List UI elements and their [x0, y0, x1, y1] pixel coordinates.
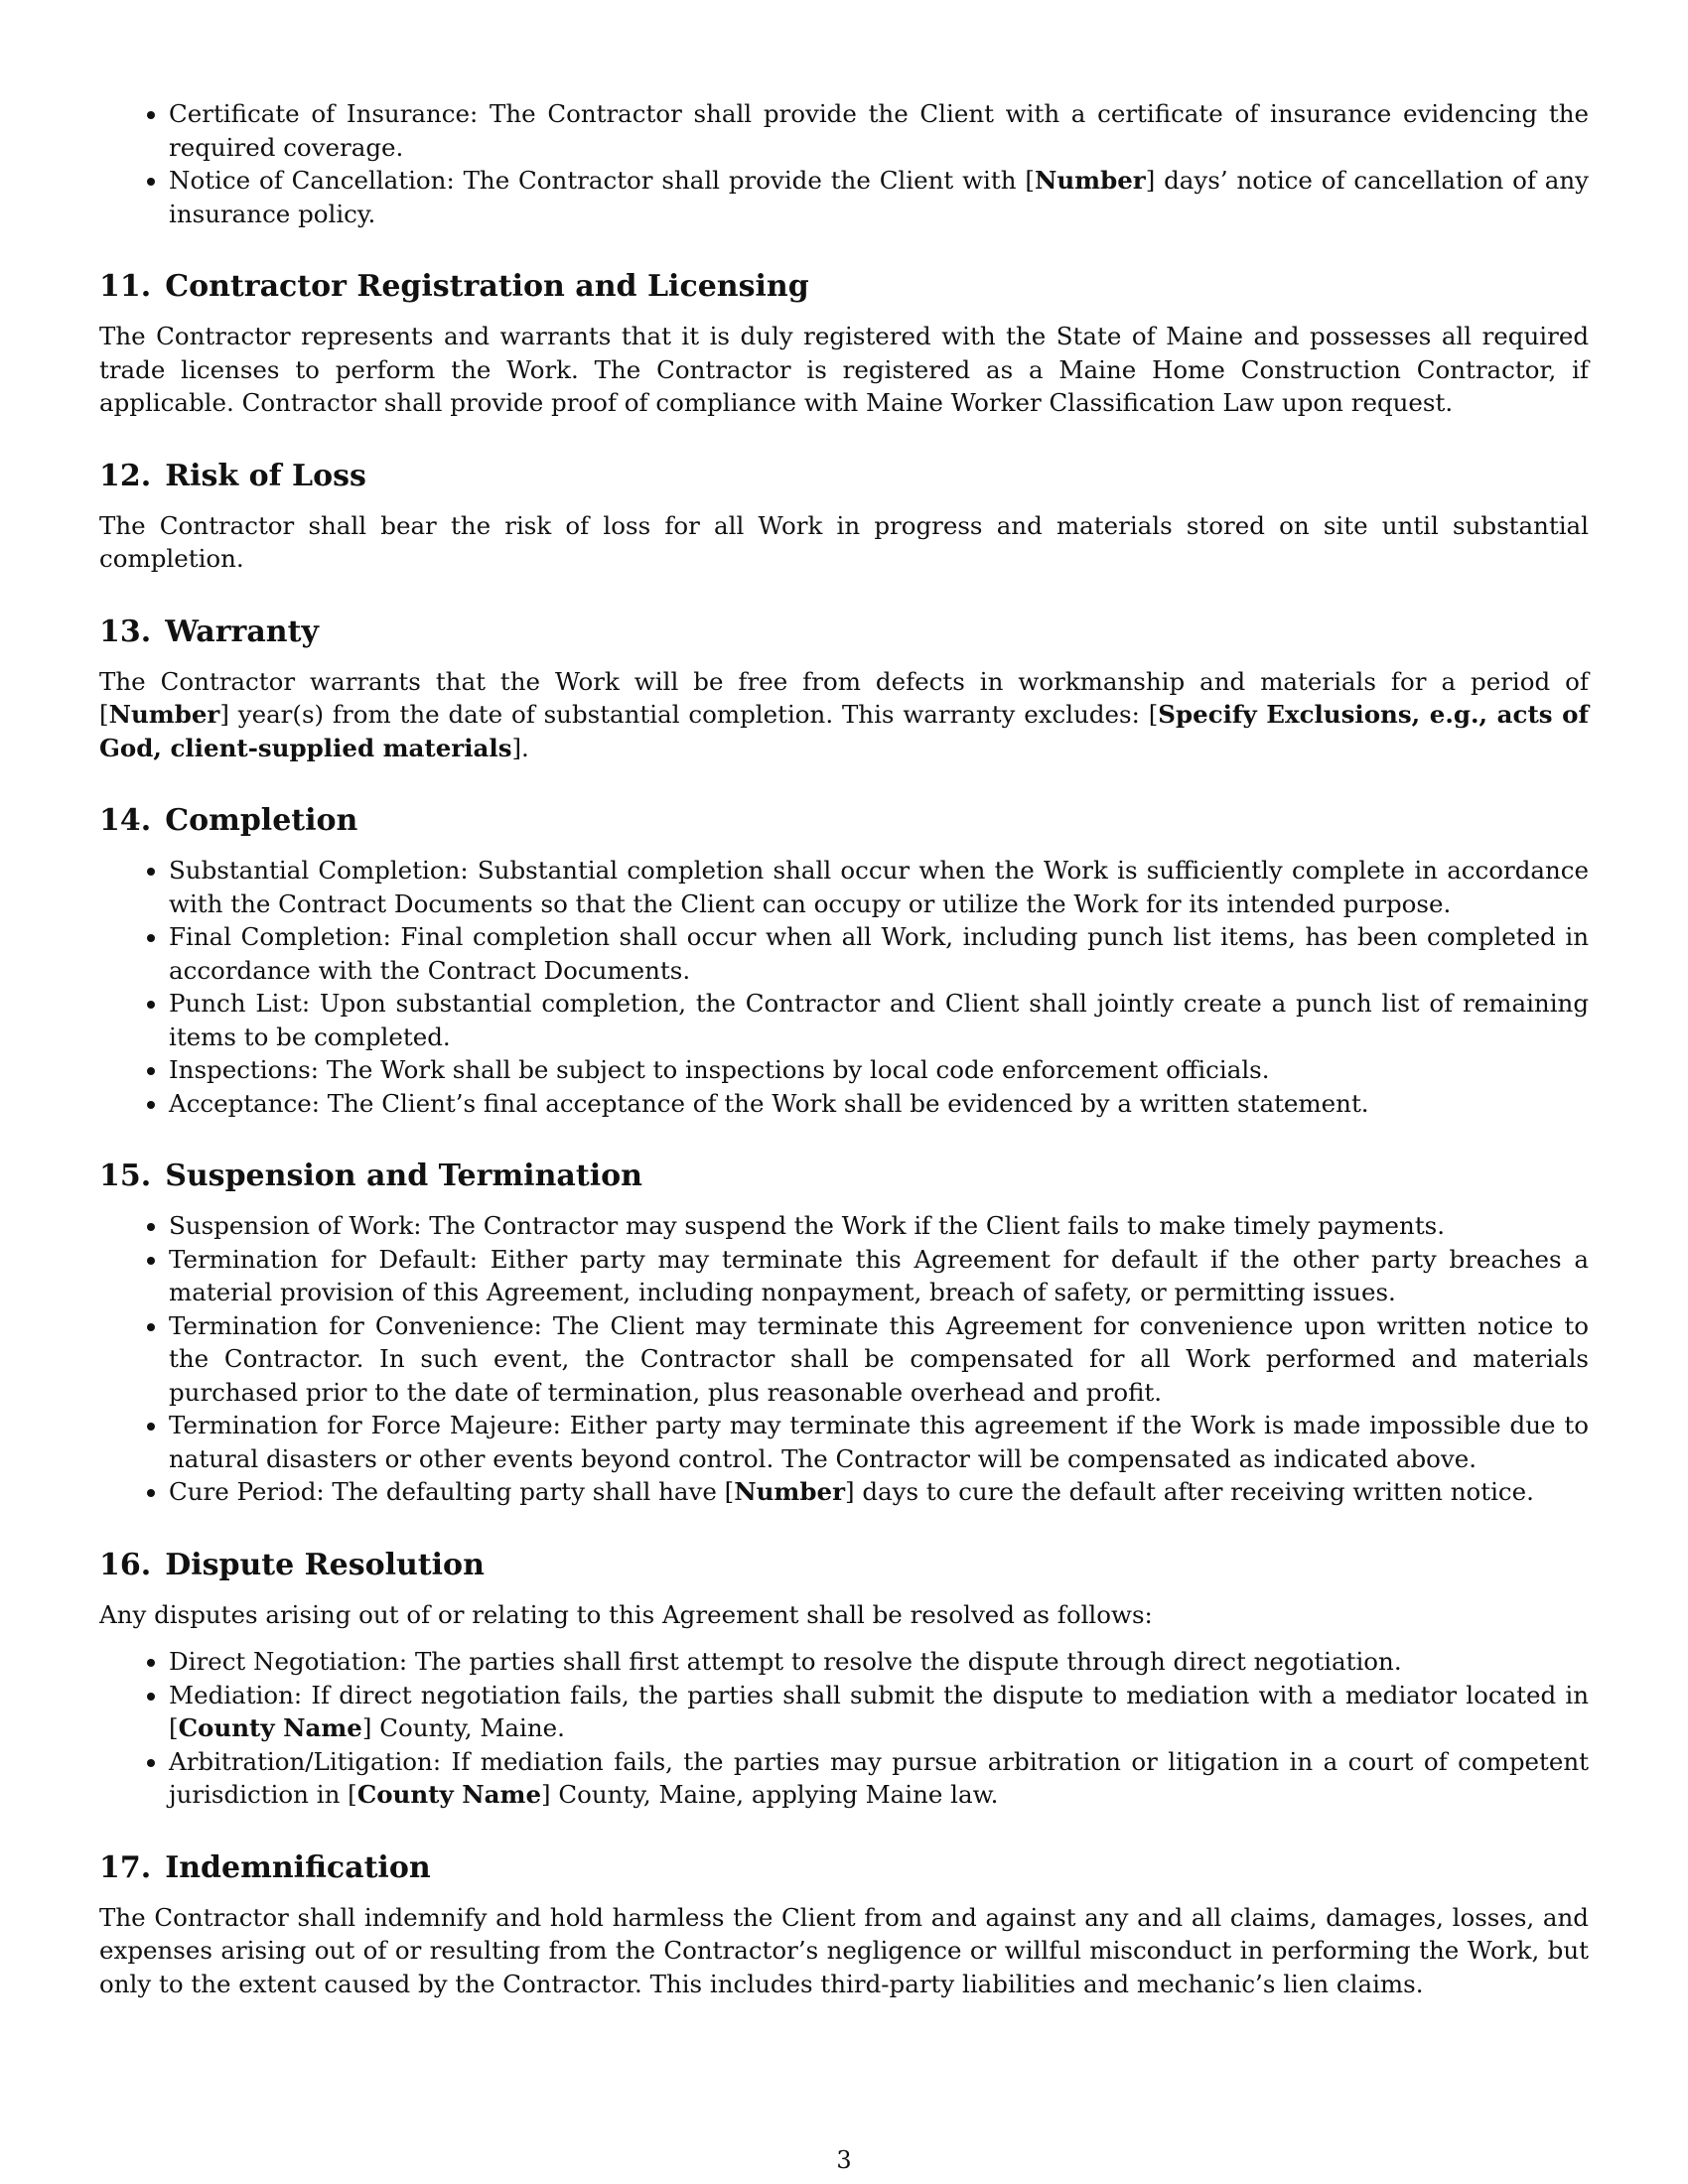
section-intro-16: Any disputes arising out of or relating to this Agreement shall be resolved as follows:: [99, 1599, 1153, 1629]
list-item: • Final Completion: Final completion shall occur when all Work, including punch list items, has been completed in accordance with the Contract Documents.: [169, 920, 1589, 987]
list-item: • Direct Negotiation: The parties shall first attempt to resolve the dispute through direct negotiation.: [169, 1645, 1589, 1679]
list-item: • Certificate of Insurance: The Contractor shall provide the Client with a certificate of insurance evidencing the required coverage.: [169, 97, 1589, 164]
section-heading-11: 11. Contractor Registration and Licensing: [99, 269, 809, 304]
section-heading-13: 13. Warranty: [99, 614, 319, 649]
list-item: • Mediation: If direct negotiation fails, the parties shall submit the dispute to mediation with a mediator located in [County Name] County, Maine.: [169, 1679, 1589, 1745]
list-item: • Arbitration/Litigation: If mediation fails, the parties may pursue arbitration or litigation in a court of competent jurisdiction in [County Name] County, Maine, applying Maine law.: [169, 1745, 1589, 1812]
list-item: • Cure Period: The defaulting party shall have [Number] days to cure the default after receiving written notice.: [169, 1475, 1589, 1509]
page-number: 3: [836, 2146, 852, 2174]
list-item: • Termination for Default: Either party may terminate this Agreement for default if the other party breaches a material provision of this Agreement, including nonpayment, breach of safety, or permitting issues.: [169, 1243, 1589, 1309]
list-item: • Notice of Cancellation: The Contractor shall provide the Client with [Number] days’ notice of cancellation of any insurance policy.: [169, 164, 1589, 230]
section-heading-12: 12. Risk of Loss: [99, 458, 366, 493]
list-item: • Suspension of Work: The Contractor may suspend the Work if the Client fails to make timely payments.: [169, 1209, 1589, 1243]
section-heading-17: 17. Indemnification: [99, 1849, 431, 1885]
dispute-list: [99, 1645, 1589, 1812]
section-body-13: The Contractor warrants that the Work will be free from defects in workmanship and materials for a period of [Number] year(s) from the date of substantial completion. This warranty excludes: [Specify Exclusions, e.g., acts of God, client-supplied materials].: [99, 666, 1590, 762]
list-item: • Termination for Convenience: The Client may terminate this Agreement for convenience upon written notice to the Contractor. In such event, the Contractor shall be compensated for all Work performed and materials purchased prior to the date of termination, plus reasonable overhead and profit.: [169, 1309, 1589, 1410]
section-heading-14: 14. Completion: [99, 803, 358, 838]
section-body-11: The Contractor represents and warrants that it is duly registered with the State of Maine and possesses all required trade licenses to perform the Work. The Contractor is registered as a Maine Home Construction Contractor, if applicable. Contractor shall provide proof of compliance with Maine Worker Classification Law upon request.: [99, 322, 1589, 417]
list-item: • Termination for Force Majeure: Either party may terminate this agreement if the Work is made impossible due to natural disasters or other events beyond control. The Contractor will be compensated as indicated above.: [169, 1409, 1589, 1475]
insurance-list: [99, 97, 1589, 230]
section-body-17: The Contractor shall indemnify and hold harmless the Client from and against any and all claims, damages, losses, and expenses arising out of or resulting from the Contractor’s negligence or willful misconduct in performing the Work, but only to the extent caused by the Contractor. This includes third-party liabilities and mechanic’s lien claims.: [99, 1902, 1589, 1998]
list-item: • Substantial Completion: Substantial completion shall occur when the Work is sufficiently complete in accordance with the Contract Documents so that the Client can occupy or utilize the Work for its intended purpose.: [169, 854, 1589, 920]
completion-list: [99, 854, 1589, 1120]
list-item: • Acceptance: The Client’s final acceptance of the Work shall be evidenced by a written statement.: [169, 1087, 1589, 1121]
section-heading-16: 16. Dispute Resolution: [99, 1547, 485, 1582]
list-item: • Punch List: Upon substantial completion, the Contractor and Client shall jointly create a punch list of remaining items to be completed.: [169, 987, 1589, 1053]
termination-list: [99, 1209, 1589, 1509]
list-item: • Inspections: The Work shall be subject to inspections by local code enforcement officials.: [169, 1053, 1589, 1087]
section-body-12: The Contractor shall bear the risk of loss for all Work in progress and materials stored on site until substantial completion.: [99, 510, 1589, 573]
document-page: [99, 97, 1589, 2000]
section-heading-15: 15. Suspension and Termination: [99, 1159, 642, 1193]
